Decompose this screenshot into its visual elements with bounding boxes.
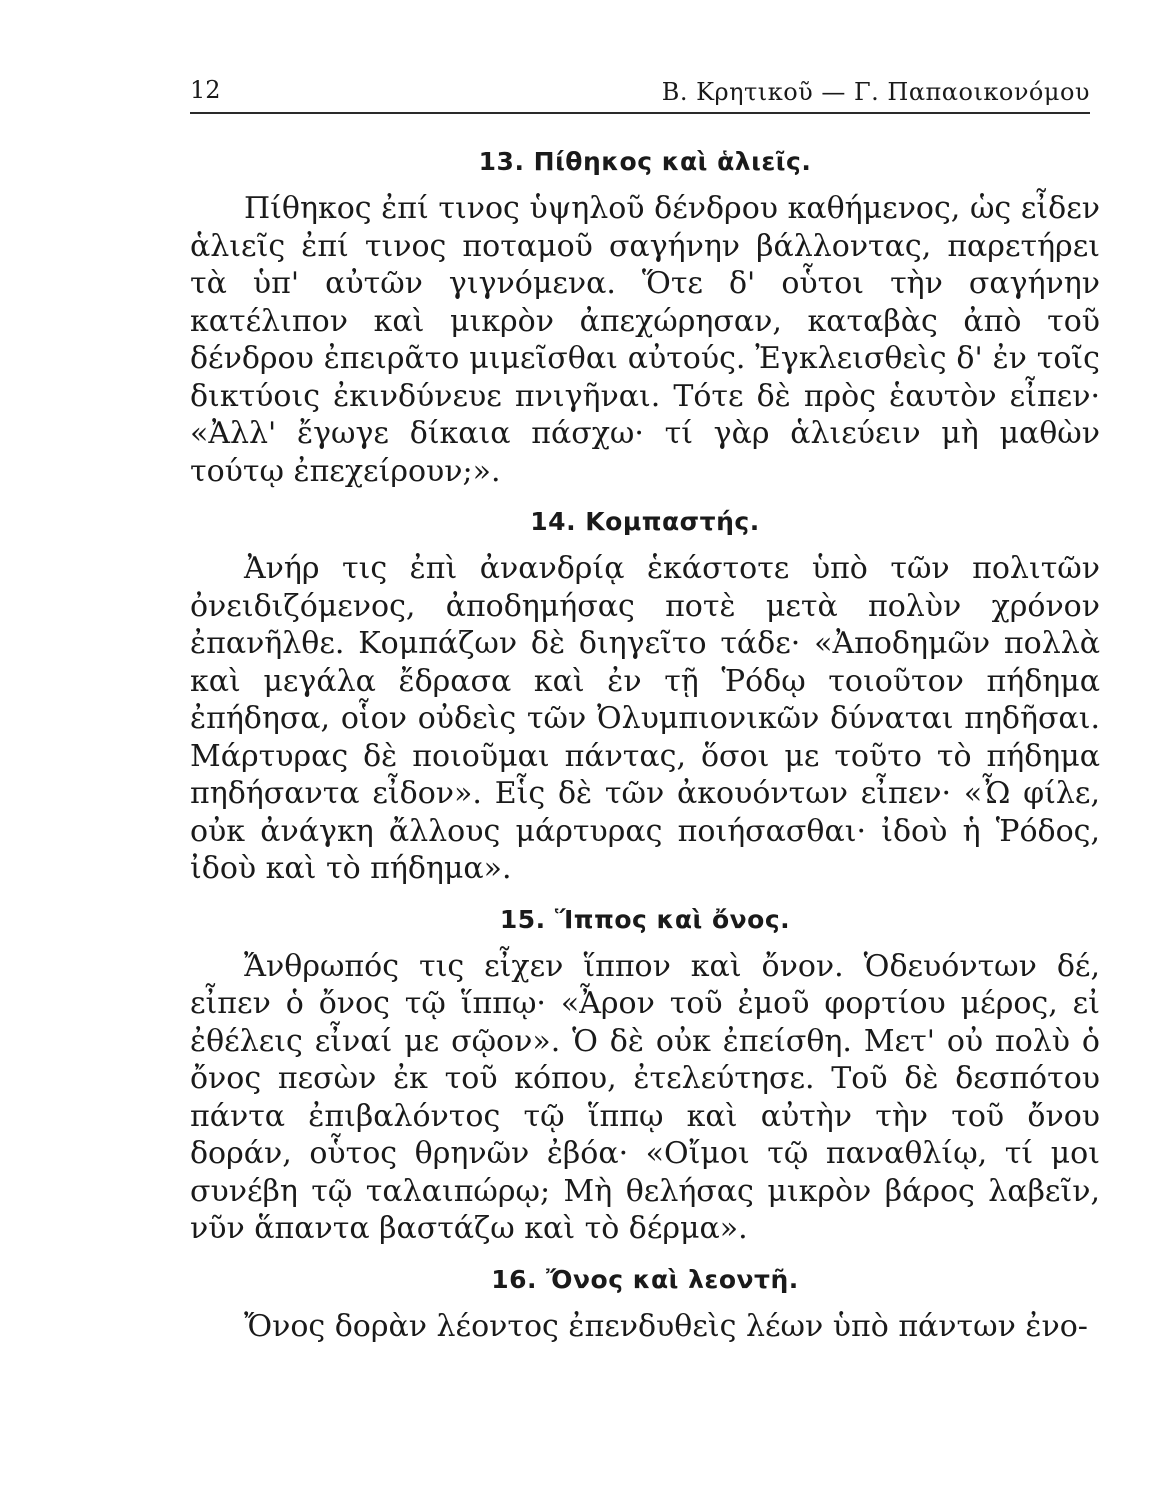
fable-text: Ἄνθρωπός τις εἶχεν ἵππον καὶ ὄνον. Ὁδευόντων δέ, εἶπεν ὁ ὄνος τῷ ἵππῳ· «Ἆρον τοῦ ἐμοῦ φορτίου μέρος, εἰ ἐθέλεις εἶναί με σῷον». Ὁ δὲ οὐκ ἐπείσθη. Μετ' οὐ πολὺ ὁ ὄνος πεσὼν ἐκ τοῦ κόπου, ἐτελεύτησε. Τοῦ δὲ δεσπότου πάντα ἐπιβαλόντος τῷ ἵππῳ καὶ αὐτὴν τὴν τοῦ ὄνου δοράν, οὗτος θρηνῶν ἐβόα· «Οἴμοι τῷ παναθλίῳ, τί μοι συνέβη τῷ ταλαιπώρῳ; Μὴ θελήσας μικρὸν βάρος λαβεῖν, νῦν ἅπαντα βαστάζω καὶ τὸ δέρμα».	[190, 948, 1100, 1246]
fable-title: 16. Ὄνος καὶ λεοντῆ.	[491, 1264, 799, 1294]
page-body	[190, 138, 1100, 1359]
fable-13	[190, 144, 1100, 490]
fable-text: Ἀνήρ τις ἐπὶ ἀνανδρίᾳ ἑκάστοτε ὑπὸ τῶν πολιτῶν ὀνειδιζόμενος, ἀποδημήσας ποτὲ μετὰ πολὺν χρόνον ἐπανῆλθε. Κομπάζων δὲ διηγεῖτο τάδε· «Ἀποδημῶν πολλὰ καὶ μεγάλα ἔδρασα καὶ ἐν τῇ Ῥόδῳ τοιοῦτον πήδημα ἐπήδησα, οἷον οὐδεὶς τῶν Ὀλυμπιονικῶν δύναται πηδῆσαι. Μάρτυρας δὲ ποιοῦμαι πάντας, ὅσοι με τοῦτο τὸ πήδημα πηδήσαντα εἶδον». Εἷς δὲ τῶν ἀκουόντων εἶπεν· «Ὦ φίλε, οὐκ ἀνάγκη ἄλλους μάρτυρας ποιήσασθαι· ἰδοὺ ἡ Ῥόδος, ἰδοὺ καὶ τὸ πήδημα».	[190, 551, 1100, 886]
fable-title: 13. Πίθηκος καὶ ἁλιεῖς.	[478, 147, 812, 176]
fable-14	[190, 504, 1100, 888]
fable-text: Πίθηκος ἐπί τινος ὑψηλοῦ δένδρου καθήμενος, ὡς εἶδεν ἁλιεῖς ἐπί τινος ποταμοῦ σαγήνην βάλλοντας, παρετήρει τὰ ὑπ' αὐτῶν γιγνόμενα. Ὅτε δ' οὗτοι τὴν σαγήνην κατέλιπον καὶ μικρὸν ἀπεχώρησαν, καταβὰς ἀπὸ τοῦ δένδρου ἐπειρᾶτο μιμεῖσθαι αὐτούς. Ἐγκλεισθεὶς δ' ἐν τοῖς δικτύοις ἐκινδύνευε πνιγῆναι. Τότε δὲ πρὸς ἑαυτὸν εἶπεν· «Ἀλλ' ἔγωγε δίκαια πάσχω· τί γὰρ ἁλιεύειν μὴ μαθὼν τούτῳ ἐπεχείρουν;».	[190, 191, 1100, 489]
fable-15	[190, 902, 1100, 1248]
running-title: Β. Κρητικοῦ — Γ. Παπαοικονόμου	[661, 78, 1090, 106]
fable-16	[190, 1262, 1100, 1346]
page-number: 12	[190, 76, 221, 104]
fable-title: 14. Κομπαστής.	[530, 507, 760, 536]
page-header	[190, 72, 1090, 114]
fable-text: Ὄνος δορὰν λέοντος ἐπενδυθεὶς λέων ὑπὸ πάντων ἐνο-	[244, 1308, 1088, 1344]
fable-title: 15. Ἵππος καὶ ὄνος.	[499, 904, 791, 934]
